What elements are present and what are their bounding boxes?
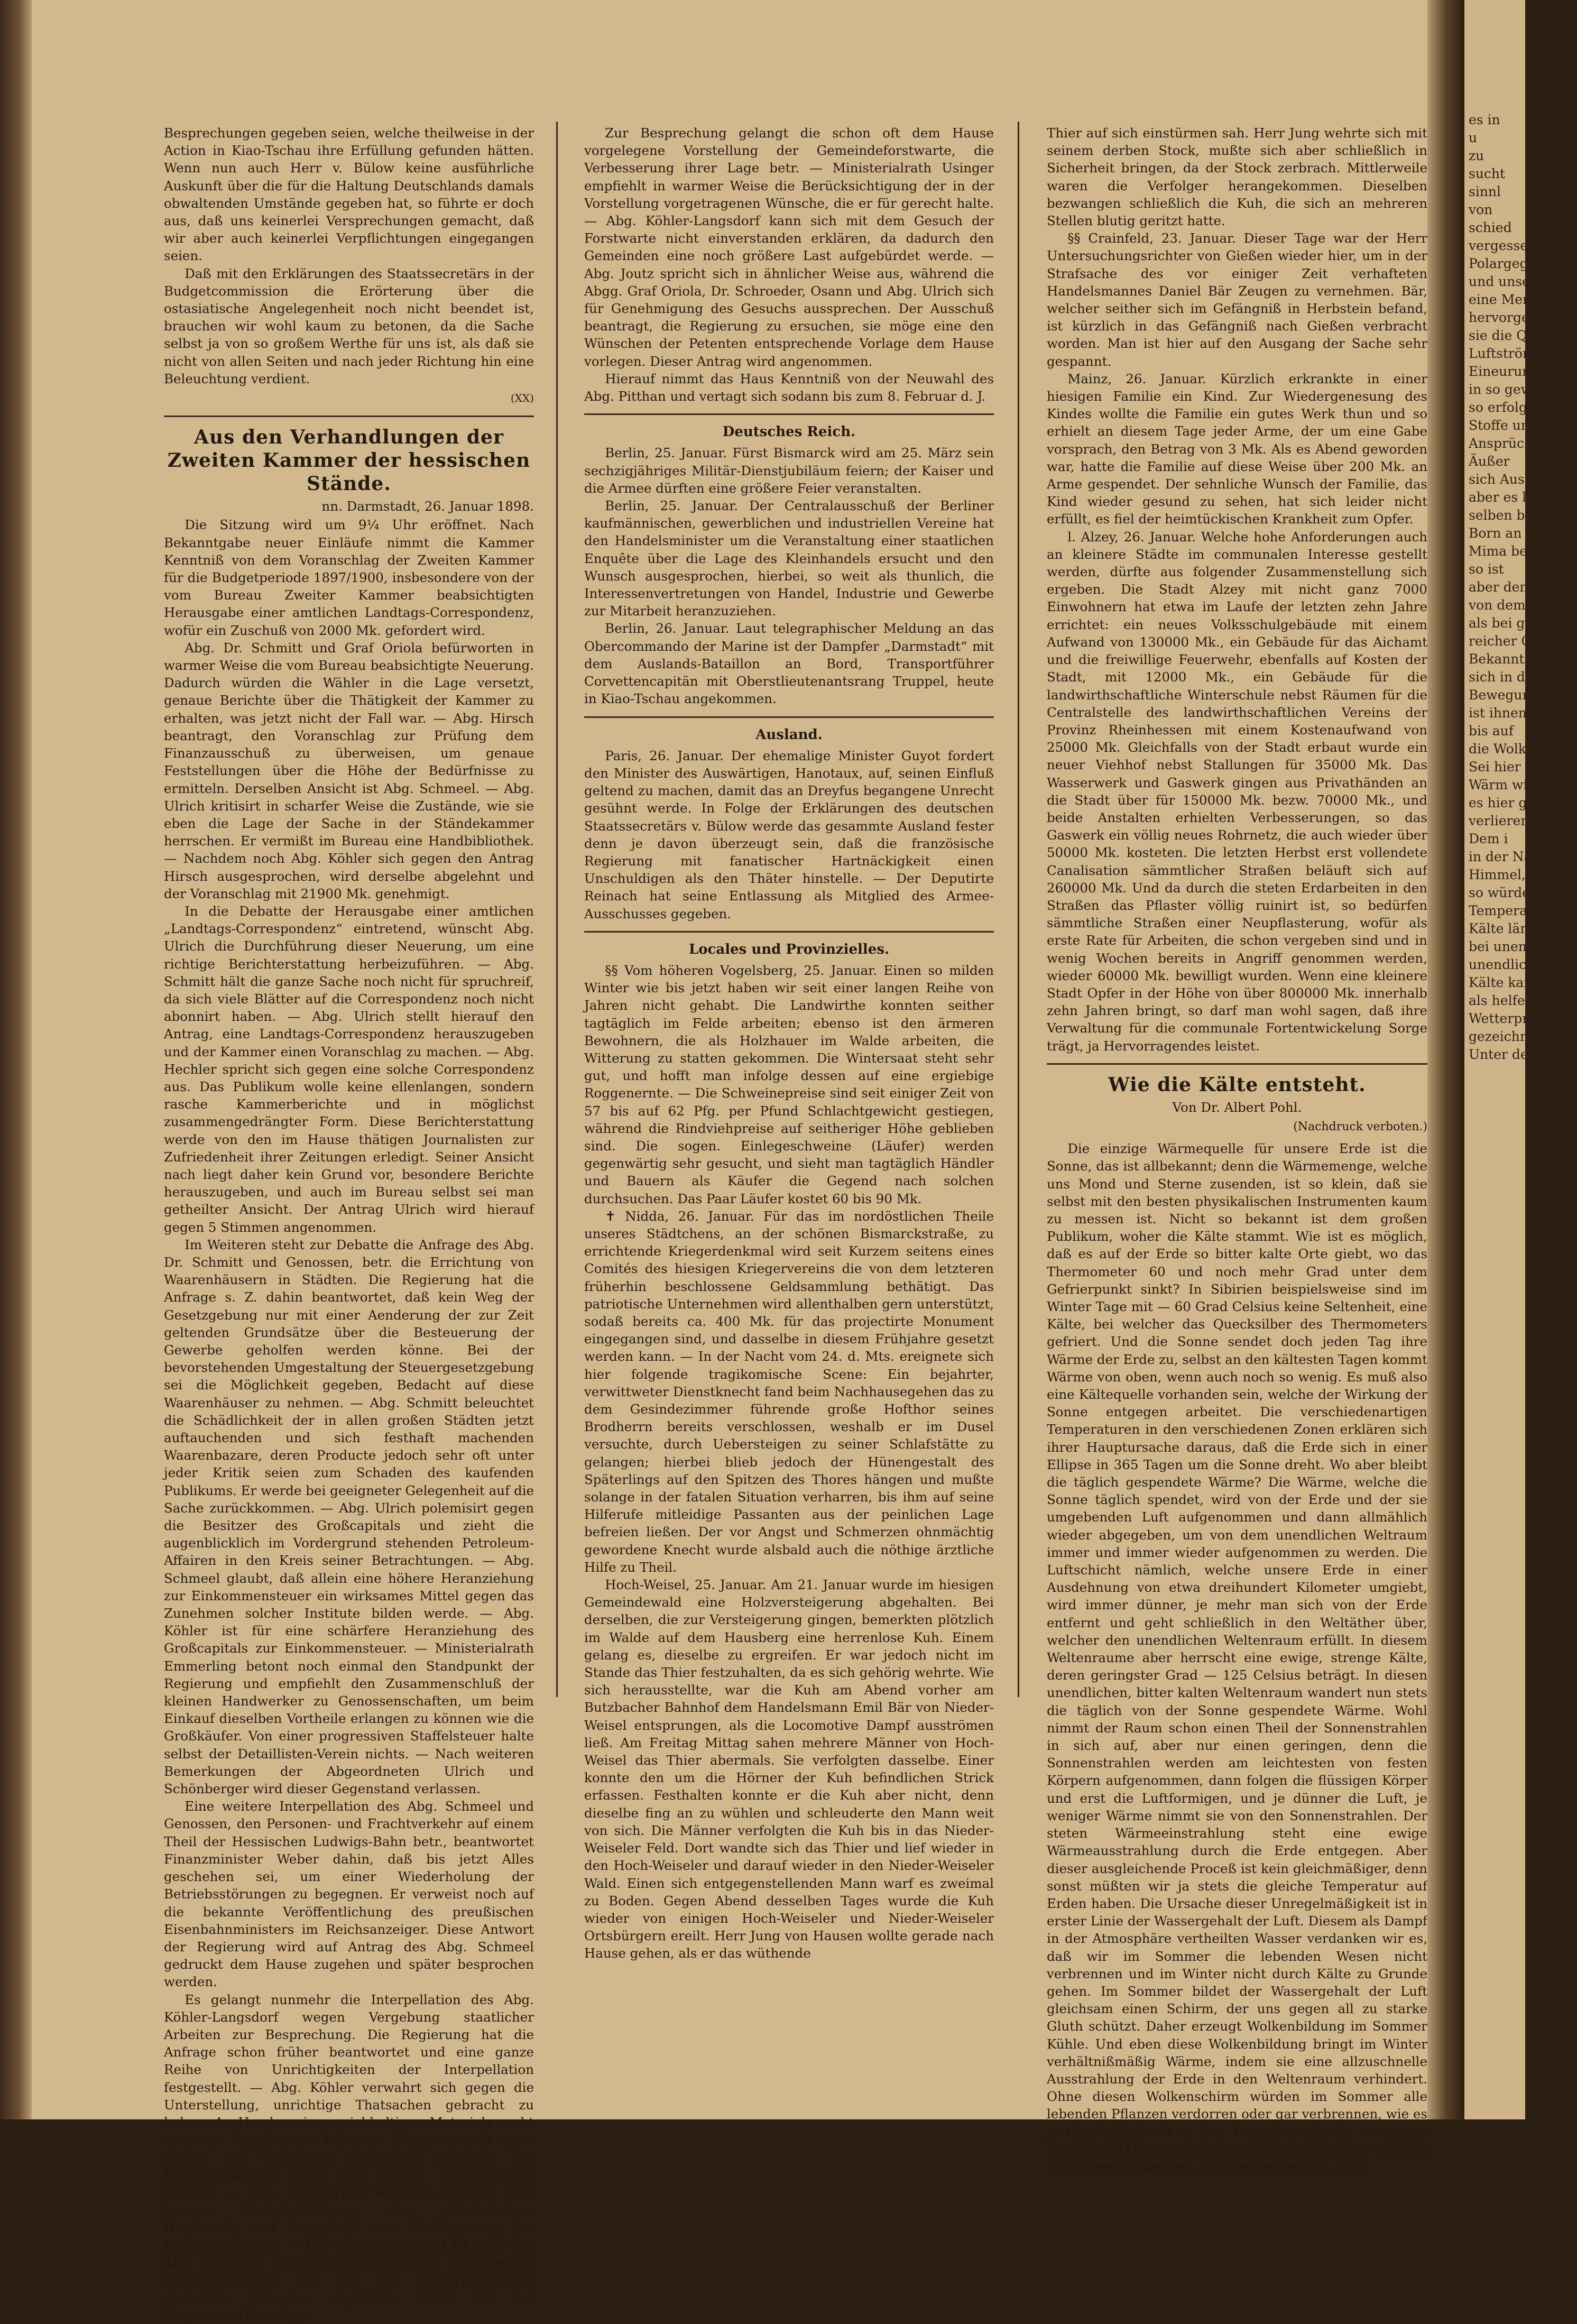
paragraph: Hierauf nimmt das Haus Kenntniß von der Neuwahl des Abg. Pitthan und vertagt sich sodann bis zum 8. Februar d. J. <box>584 371 994 404</box>
heading-kaelte: Wie die Kälte entsteht. <box>1108 1073 1366 1096</box>
adjacent-page-edge <box>1464 0 1577 2119</box>
column-1 <box>164 124 534 2324</box>
section-divider <box>584 931 994 933</box>
section-divider <box>584 413 994 415</box>
heading-locales: Locales und Provinzielles. <box>688 941 890 957</box>
paragraph: Zur Besprechung gelangt die schon oft dem Hause vorgelegene Vorstellung der Gemeindeforstwarte, die Verbesserung ihrer Lage betr. — Ministerialrath Usinger empfiehlt in warmer Weise die Berücksichtigung der in der Vorstellung vorgetragenen Wünsche, die er für gerecht halte. — Abg. Köhler-Langsdorf kann sich mit dem Gesuch der Forstwarte nicht einverstanden erklären, da dadurch den Gemeinden eine noch größere Last aufgebürdet werde. — Abg. Joutz spricht sich in ähnlicher Weise aus, während die Abgg. Graf Oriola, Dr. Schroeder, Osann und Abg. Ulrich sich für Genehmigung des Gesuchs aussprechen. Der Ausschuß beantragt, die Regierung zu ersuchen, sie möge eine den Wünschen der Petenten entsprechende Vorlage dem Hause vorlegen. Dieser Antrag wird angenommen. <box>584 125 994 369</box>
article-continuation: Besprechungen gegeben seien, welche theilweise in der Action in Kiao-Tschau ihre Erfüllung gefunden hätten. Wenn nun auch Herr v. Bülow keine ausführliche Auskunft über die für die Haltung Deutschlands damals obwaltenden Umstände gegeben hat, so führte er doch aus, daß uns keinerlei Versprechungen gemacht, daß wir aber auch keinerlei Verpflichtungen eingegangen seien. <box>164 125 534 264</box>
news-item: Berlin, 25. Januar. Der Centralausschuß der Berliner kaufmännischen, gewerblichen und industriellen Vereine hat den Handelsminister um die Veranstaltung einer staatlichen Enquête über die Lage des Kleinhandels ersucht und den Wunsch ausgesprochen, hierbei, so weit als thunlich, die Interessenvertretungen von Handel, Industrie und Gewerbe zur Mitarbeit heranzuziehen. <box>584 498 994 619</box>
paragraph: Abg. Dr. Schmitt und Graf Oriola befürworten in warmer Weise die vom Bureau beabsichtigte Neuerung. Dadurch würden die Wähler in die Lage versetzt, genaue Berichte über die Thätigkeit der Kammer zu erhalten, was jetzt nicht der Fall war. — Abg. Hirsch beantragt, den Voranschlag zur Prüfung dem Finanzausschuß zu überweisen, um genaue Feststellungen über die Höhe der Bedürfnisse zu ermitteln. Derselben Ansicht ist Abg. Schmeel. — Abg. Ulrich kritisirt in scharfer Weise die Zustände, wie sie eben die Lage der Sache in der Ständekammer herrschen. Er vermißt im Bureau eine Handbibliothek. — Nachdem noch Abg. Köhler sich gegen den Antrag Hirsch ausgesprochen, wird derselbe abgelehnt und der Voranschlag mit 21900 Mk. genehmigt. <box>164 640 534 901</box>
byline: Von Dr. Albert Pohl. <box>1172 1099 1302 1115</box>
news-item: §§ Vom höheren Vogelsberg, 25. Januar. Einen so milden Winter wie bis jetzt haben wir seit einer langen Reihe von Jahren nicht gehabt. Die Landwirthe konnten seither tagtäglich im Felde arbeiten; ebenso ist den ärmeren Bewohnern, die als Holzhauer im Walde arbeiten, die Witterung zu statten gekommen. Die Wintersaat steht sehr gut, und hofft man infolge dessen auf eine ergiebige Roggenernte. — Die Schweinepreise sind seit einiger Zeit von 57 bis auf 62 Pfg. per Pfund Schlachtgewicht gestiegen, während die Rindviehpreise auf seitheriger Höhe geblieben sind. Die sogen. Einlegeschweine (Läufer) werden gegenwärtig sehr gesucht, und sieht man tagtäglich Händler und Bauern als Käufer die Gegend nach solchen durchsuchen. Das Paar Läufer kostet 60 bis 90 Mk. <box>584 962 994 1206</box>
news-item: Hoch-Weisel, 25. Januar. Am 21. Januar wurde im hiesigen Gemeindewald eine Holzversteigerung abgehalten. Bei derselben, die zur Versteigerung gingen, bemerkten plötzlich im Walde auf dem Hausberg eine herrenlose Kuh. Einem gelang es, dieselbe zu ergreifen. Er war jedoch nicht im Stande das Thier festzuhalten, da es sich gehörig wehrte. Wie sich herausstellte, war die Kuh am Abend vorher am Butzbacher Bahnhof dem Handelsmann Emil Bär von Nieder-Weisel entsprungen, als die Locomotive Dampf ausströmen ließ. Am Freitag Mittag sahen mehrere Männer von Hoch-Weisel das Thier abermals. Sie verfolgten dasselbe. Einer konnte den um die Hörner der Kuh befindlichen Strick erfassen. Festhalten konnte er die Kuh aber nicht, denn dieselbe fing an zu wühlen und schleuderte den Mann weit von sich. Die Männer verfolgten die Kuh bis in das Nieder-Weiseler Feld. Dort wandte sich das Thier und lief wieder in den Hoch-Weiseler und darauf wieder in den Nieder-Weiseler Wald. Einen sich entgegenstellenden Mann warf es zweimal zu Boden. Gegen Abend desselben Tages wurde die Kuh wieder von einigen Hoch-Weiseler und Nieder-Weiseler Ortsbürgern ereilt. Herr Jung von Hausen wollte gerade nach Hause gehen, als er das wüthende <box>584 1577 994 1961</box>
section-divider <box>584 716 994 718</box>
book-gutter <box>1427 0 1464 2119</box>
reprint-notice: (Nachdruck verboten.) <box>1293 1120 1427 1133</box>
dateline: nn. Darmstadt, 26. Januar 1898. <box>321 499 534 514</box>
book-binding-edge <box>0 0 32 2119</box>
paragraph: Es gelangt nunmehr die Interpellation des Abg. Köhler-Langsdorf wegen Vergebung staatlicher Arbeiten zur Besprechung. Die Regierung hat die Anfrage schon früher beantwortet und eine ganze Reihe von Unrichtigkeiten der Interpellation festgestellt. — Abg. Köhler verwahrt sich gegen die Unterstellung, unrichtige Thatsachen gebracht zu haben. An Handen eines reichhaltigen Materials sucht er seine Angaben zu belegen. Seiner Ansicht nach müßte bei Vergebung staatlicher Arbeiten der Kleinhandwerker mehr wie seither berücksichtigt werden. — Abg. Graf Oriola wünscht ebenfalls eine bessere Berücksichtigung des einheimischen Handwerks und demgemäß eine Verlängerung der Lieferungsfristen. — Der gleichen Ansicht ist auch der Abg. Schröder, der noch der Regierung eine bessere Berücksichtigung der von den Gewerbevereinen gestellten Wünsche empfiehlt. Damit ist der Gegenstand beendigt. <box>164 1991 534 2323</box>
column-2 <box>584 124 994 1962</box>
author-mark: (XX) <box>510 392 534 405</box>
article-continuation-2: Daß mit den Erklärungen des Staatssecretärs in der Budgetcommission die Erörterung über die ostasiatische Angelegenheit noch nicht beendet ist, brauchen wir wohl kaum zu betonen, da die Sache selbst ja von so großem Werthe für uns ist, als daß sie nicht von allen Seiten und nach jeder Richtung hin eine Beleuchtung verdient. <box>164 265 534 386</box>
heading-hessian-chamber: Aus den Verhandlungen der Zweiten Kammer der hessischen Stände. <box>167 426 531 495</box>
section-divider <box>1047 1063 1427 1065</box>
news-item: Mainz, 26. Januar. Kürzlich erkrankte in einer hiesigen Familie ein Kind. Zur Wiedergenesung des Kindes wollte die Familie ein gutes Werk thun und so erhielt an diesem Tage jeder Arme, der um eine Gabe vorsprach, den Betrag von 3 Mk. Als es Abend geworden war, hatte die Familie auf diese Weise über 200 Mk. an Arme gespendet. Der sehnliche Wunsch der Familie, das Kind wieder gesund zu sehen, hat sich leider nicht erfüllt, es fiel der heimtückischen Krankheit zum Opfer. <box>1047 371 1427 527</box>
paragraph: Die einzige Wärmequelle für unsere Erde ist die Sonne, das ist allbekannt; denn die Wärmemenge, welche uns Mond und Sterne zusenden, ist so klein, daß sie selbst mit den besten physikalischen Instrumenten kaum zu messen ist. Nicht so bekannt ist dem großen Publikum, woher die Kälte stammt. Wie ist es möglich, daß es auf der Erde so bitter kalte Orte giebt, wo das Thermometer 60 und noch mehr Grad unter dem Gefrierpunkt sinkt? In Sibirien beispielsweise sind im Winter Tage mit — 60 Grad Celsius keine Seltenheit, eine Kälte, bei welcher das Quecksilber des Thermometers gefriert. Und die Sonne sendet doch jeden Tag ihre Wärme der Erde zu, selbst an den kältesten Tagen kommt Wärme von oben, wenn auch noch so wenig. Es muß also eine Kältequelle vorhanden sein, welche der Wirkung der Sonne entgegen arbeitet. Die verschiedenartigen Temperaturen in den verschiedenen Zonen erklären sich ihrer Hauptursache daraus, daß die Erde sich in einer Ellipse in 365 Tagen um die Sonne dreht. Wo aber bleibt die täglich gespendete Wärme? Die Wärme, welche die Sonne täglich spendet, wird von der Erde und der sie umgebenden Luft aufgenommen und dann allmählich wieder abgegeben, um von dem unendlichen Weltraum immer und immer wieder aufgenommen zu werden. Die Luftschicht nämlich, welche unsere Erde in einer Ausdehnung von etwa dreihundert Kilometer umgiebt, wird immer dünner, je mehr man sich von der Erde entfernt und geht schließlich in den Weltäther über, welcher den unendlichen Weltenraum erfüllt. In diesem Weltenraume aber herrscht eine ewige, strenge Kälte, deren geringster Grad — 125 Celsius beträgt. In diesen unendlichen, bitter kalten Weltenraum wandert nun stets die täglich von der Sonne gespendete Wärme. Wohl nimmt der Raum schon einen Theil der Sonnenstrahlen in sich auf, aber nur einen geringen, denn die Sonnenstrahlen werden am leichtesten von festen Körpern aufgenommen, dann folgen die flüssigen Körper und erst die Luftformigen, und je dünner die Luft, je weniger Wärme nimmt sie von den Sonnenstrahlen. Der steten Wärmeeinstrahlung steht eine ewige Wärmeausstrahlung durch die Erde entgegen. Aber dieser ausgleichende Proceß ist kein gleichmäßiger, denn sonst müßten wir ja stets die gleiche Temperatur auf Erden haben. Die Ursache dieser Unregelmäßigkeit ist in erster Linie der Wassergehalt der Luft. Diesem als Dampf in der Atmosphäre vertheilten Wasser verdanken wir es, daß wir im Sommer die lebenden Wesen nicht verbrennen und im Winter nicht durch Kälte zu Grunde gehen. Im Sommer bildet der Wassergehalt der Luft gleichsam einen Schirm, der uns gegen all zu starke Gluth schützt. Daher erzeugt Wolkenbildung im Sommer Kühle. Und eben diese Wolkenbildung bringt im Winter verhältnißmäßig Wärme, indem sie eine allzuschnelle Ausstrahlung der Erde in den Weltenraum verhindert. Ohne diesen Wolkenschirm würden im Sommer alle lebenden Pflanzen verdorren oder gar verbrennen, wie es ja thatsächlich oft in den Tropen geschieht, wo ganze Wälder und Grasstrecken allein durch der Sonne Gluth in Brand gesetzt werden. So ist es begreiflich, daß <box>1047 1141 1427 2174</box>
paragraph: Eine weitere Interpellation des Abg. Schmeel und Genossen, den Personen- und Frachtverkehr auf einem Theil der Hessischen Ludwigs-Bahn betr., beantwortet Finanzminister Weber dahin, daß bis jetzt Alles geschehen sei, um einer Wiederholung der Betriebsstörungen zu begegnen. Er verweist noch auf die bekannte Veröffentlichung des preußischen Eisenbahnministers im Reichsanzeiger. Diese Antwort der Regierung wird auf Antrag des Abg. Schmeel gedruckt dem Hause zugehen und später besprochen werden. <box>164 1799 534 1990</box>
section-divider <box>164 416 534 417</box>
news-item: §§ Crainfeld, 23. Januar. Dieser Tage war der Herr Untersuchungsrichter von Gießen wieder hier, um in der Strafsache des vor einiger Zeit verhafteten Handelsmannes Daniel Bär Zeugen zu vernehmen. Bär, welcher seither sich im Gefängniß in Herbstein befand, ist kürzlich in das Gefängniß nach Gießen verbracht worden. Man ist hier auf den Ausgang der Sache sehr gespannt. <box>1047 230 1427 369</box>
column-rule <box>556 122 558 1697</box>
news-item: Berlin, 25. Januar. Fürst Bismarck wird am 25. März sein sechzigjähriges Militär-Dienstjubiläum feiern; der Kaiser und die Armee dürften eine größere Feier veranstalten. <box>584 445 994 496</box>
news-item: ✝ Nidda, 26. Januar. Für das im nordöstlichen Theile unseres Städtchens, an der schönen Bismarckstraße, zu errichtende Kriegerdenkmal wird seit Kurzem seitens eines Comités des hiesigen Kriegervereins die von dem letzteren früherhin beschlossene Geldsammlung bethätigt. Das patriotische Unternehmen wird allenthalben gern unterstützt, sodaß bereits ca. 400 Mk. für das projectirte Monument eingegangen sind, und dasselbe in diesem Frühjahre gesetzt werden kann. — In der Nacht vom 24. d. Mts. ereignete sich hier folgende tragikomische Scene: Ein bejahrter, verwittweter Dienstknecht fand beim Nachhausegehen das zu dem Gesindezimmer führende große Hofthor seines Brodherrn bereits verschlossen, weshalb er im Dusel versuchte, durch Uebersteigen zu seiner Schlafstätte zu gelangen; hierbei blieb jedoch der Hünengestalt des Späterlings auf den Spitzen des Thores hängen und mußte solange in der fatalen Situation verharren, bis ihm auf seine Hilferufe mitleidige Passanten aus der peinlichen Lage befreien ließen. Der vor Angst und Schmerzen ohnmächtig gewordene Knecht wurde alsbald auch die nöthige ärztliche Hilfe zu Theil. <box>584 1208 994 1575</box>
column-3 <box>1047 124 1427 2175</box>
paragraph: Die Sitzung wird um 9¼ Uhr eröffnet. Nach Bekanntgabe neuer Einläufe nimmt die Kammer Kenntniß von dem Voranschlag der Zweiten Kammer für die Budgetperiode 1897/1900, insbesondere von der vom Bureau Zweiter Kammer beabsichtigten Herausgabe einer amtlichen Landtags-Correspondenz, wofür ein Zuschuß von 2000 Mk. gefordert wird. <box>164 517 534 638</box>
news-item-continuation: Thier auf sich einstürmen sah. Herr Jung wehrte sich mit seinem derben Stock, mußte sich aber schließlich in Sicherheit bringen, da der Stock zerbrach. Mittlerweile waren die Verfolger herangekommen. Dieselben bezwangen schließlich die Kuh, die sich an mehreren Stellen blutig geritzt hatte. <box>1047 125 1427 229</box>
news-item: Berlin, 26. Januar. Laut telegraphischer Meldung an das Obercommando der Marine ist der Dampfer „Darmstadt“ mit dem Auslands-Bataillon an Bord, Transportführer Corvettencapitän mit Oberstlieutenantsrang Truppel, heute in Kiao-Tschau angekommen. <box>584 621 994 707</box>
news-item: Paris, 26. Januar. Der ehemalige Minister Guyot fordert den Minister des Auswärtigen, Hanotaux, auf, seinen Einfluß geltend zu machen, damit das an Dreyfus begangene Unrecht gesühnt werde. In Folge der Erklärungen des deutschen Staatssecretärs v. Bülow werde das gesammte Ausland fester denn je davon überzeugt sein, daß die französische Regierung mit fanatischer Hartnäckigkeit einen Unschuldigen als den Thäter hinstelle. — Der Deputirte Reinach hat seine Entlassung als Mitglied des Armee-Ausschusses gegeben. <box>584 748 994 921</box>
news-item: l. Alzey, 26. Januar. Welche hohe Anforderungen auch an kleinere Städte im communalen Interesse gestellt werden, dürfte aus folgender Zusammenstellung sich ergeben. Die Stadt Alzey mit nicht ganz 7000 Einwohnern hat etwa im Laufe der letzten zehn Jahre errichtet: ein neues Volksschulgebäude mit einem Aufwand von 130000 Mk., ein Gebäude für das Aichamt und die freiwillige Feuerwehr, ebenfalls auf Kosten der Stadt, mit 12000 Mk., ein Gebäude für die landwirthschaftliche Winterschule nebst Räumen für die Centralstelle des landwirthschaftlichen Vereins der Provinz Rheinhessen mit einem Kostenaufwand von 25000 Mk. Gleichfalls von der Stadt erbaut wurde ein neuer Viehhof nebst Stallungen für 35000 Mk. Das Wasserwerk und Gaswerk gingen aus Privathänden an die Stadt über für 150000 Mk. bezw. 70000 Mk., und beide Anstalten erhielten Verbesserungen, so das Gaswerk ein völlig neues Rohrnetz, die auch wieder über 50000 Mk. kosteten. Die letzten Herbst erst vollendete Canalisation sämmtlicher Straßen beläuft sich auf 260000 Mk. Und da durch die steten Erdarbeiten in den Straßen das Pflaster völlig ruinirt ist, so bedürfen sämmtliche Straßen einer Neupflasterung, wofür als erste Rate für Arbeiten, die schon vergeben sind und in wenig Wochen bereits in Angriff genommen werden, wieder 60000 Mk. bewilligt wurden. Wenn eine kleinere Stadt Opfer in der Höhe von über 800000 Mk. innerhalb zehn Jahren bringt, so darf man wohl sagen, daß ihre Verwaltung für die communale Fortentwickelung Sorge trägt, ja Hervorragendes leistet. <box>1047 529 1427 1054</box>
heading-deutsches-reich: Deutsches Reich. <box>722 424 856 440</box>
column-rule <box>1018 122 1019 1697</box>
paragraph: Im Weiteren steht zur Debatte die Anfrage des Abg. Dr. Schmitt und Genossen, betr. die Errichtung von Waarenhäusern in Städten. Die Regierung hat die Anfrage s. Z. dahin beantwortet, daß kein Weg der Gesetzgebung nur mit einer Aenderung der zur Zeit geltenden Grundsätze über die Besteuerung der Gewerbe geholfen werden könne. Bei der bevorstehenden Umgestaltung der Steuergesetzgebung sei die Möglichkeit gegeben, Bedacht auf diese Waarenhäuser zu nehmen. — Abg. Schmitt beleuchtet die Schädlichkeit der in allen großen Städten jetzt auftauchenden und sich festhaft machenden Waarenbazare, deren Producte jedoch sehr oft unter jeder Kritik seien zum Schaden des kaufenden Publikums. Er werde bei geeigneter Gelegenheit auf die Sache zurückkommen. — Abg. Ulrich polemisirt gegen die Besitzer des Großcapitals und zieht die augenblicklich im Vordergrund stehenden Petroleum-Affairen in den Kreis seiner Betrachtungen. — Abg. Schmeel glaubt, daß allein eine höhere Heranziehung zur Einkommensteuer ein wirksames Mittel gegen das Zunehmen solcher Institute bilden werde. — Abg. Köhler ist für eine schärfere Heranziehung des Großcapitals zur Einkommensteuer. — Ministerialrath Emmerling betont noch einmal den Standpunkt der Regierung und empfiehlt den Zusammenschluß der kleinen Handwerker zu Genossenschaften, um beim Einkauf dieselben Vortheile erlangen zu können wie die Großkäufer. Von einer progressiven Staffelsteuer halte selbst der Detaillisten-Verein nichts. — Nach weiteren Bemerkungen der Abgeordneten Ulrich und Schönberger wird dieser Gegenstand verlassen. <box>164 1237 534 1797</box>
adjacent-page-text: es in u zu sucht sinnl von schied vergessen Polargegend und unsere eine Menge hervorgerufen sie die Quelle Luftströmungen Eineurung in so gewa so erfolgt i Stoffe und Ansprüche Äußer sich Ausser aber es ka selben bild Born an de Mima bei so ist aber den von dem als bei g reicher Ge Bekanntlich sich in den Bewegun ist ihnen bis auf die Wolkenbi Sei hier Wärm wi es hier g verlieren. Dem i in der Na Himmel, de so würde Temperatur Kälte länger bei unendlich unendliche Kälte kam als helfen Wetterprophet gezeichneter Unter den <box>1469 112 1577 1062</box>
paragraph: In die Debatte der Herausgabe einer amtlichen „Landtags-Correspondenz“ eintretend, wünscht Abg. Ulrich die Durchführung dieser Neuerung, um eine richtige Berichterstattung herbeizuführen. — Abg. Schmitt hält die ganze Sache noch nicht für spruchreif, da sich viele Blätter auf die Correspondenz noch nicht abonnirt haben. — Abg. Ulrich stellt hierauf den Antrag, eine Landtags-Correspondenz herauszugeben und der Kammer einen Voranschlag zu machen. — Abg. Hechler spricht sich gegen eine solche Correspondenz aus. Das Publikum wolle keine ellenlangen, sondern rasche Kammerberichte und in möglichst zusammengedrängter Form. Diese Berichterstattung werde von den im Hause thätigen Journalisten zur Zufriedenheit ihrer Zeitungen erledigt. Seiner Ansicht nach liegt daher kein Grund vor, besondere Berichte herauszugeben, und auch im Bureau selbst sei man getheilter Ansicht. Der Antrag Ulrich wird hierauf gegen 5 Stimmen angenommen. <box>164 903 534 1235</box>
heading-ausland: Ausland. <box>755 726 823 743</box>
